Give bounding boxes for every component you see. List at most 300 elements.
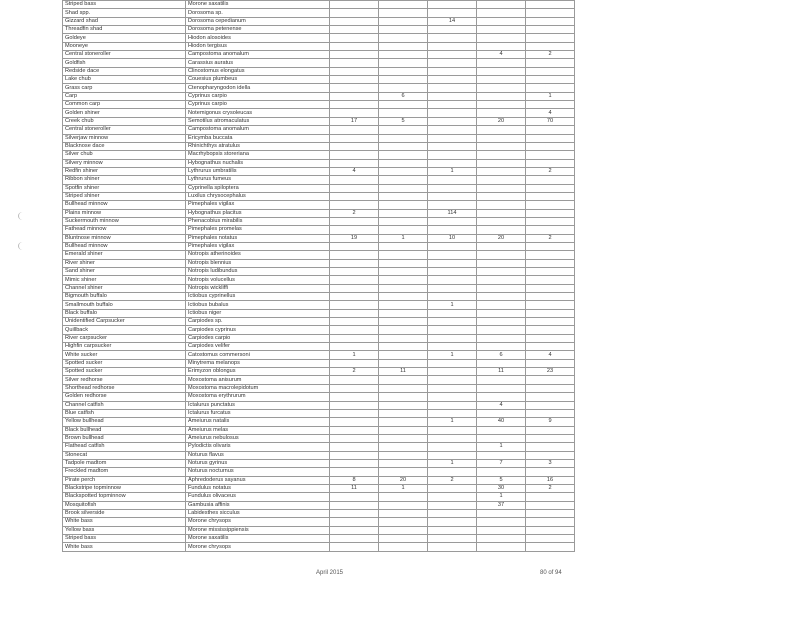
table-row — [63, 76, 575, 84]
common-name-cell: Black bullhead — [63, 426, 186, 434]
count-cell — [526, 201, 575, 209]
count-cell — [477, 259, 526, 267]
count-cell — [526, 242, 575, 250]
count-cell — [526, 426, 575, 434]
count-cell — [477, 526, 526, 534]
table-row — [63, 9, 575, 17]
count-cell — [526, 84, 575, 92]
common-name-cell: Smallmouth buffalo — [63, 301, 186, 309]
count-cell: 11 — [330, 484, 379, 492]
count-cell — [526, 393, 575, 401]
count-cell — [379, 309, 428, 317]
scientific-name-cell: Fundulus olivaceus — [186, 493, 330, 501]
common-name-cell: Blacknose dace — [63, 142, 186, 150]
scientific-name-cell: Couesius plumbeus — [186, 76, 330, 84]
scientific-name-cell: Notropis atherinoides — [186, 251, 330, 259]
count-cell — [428, 535, 477, 543]
scientific-name-cell: Phenacobius mirabilis — [186, 217, 330, 225]
scientific-name-cell: Campostoma anomalum — [186, 126, 330, 134]
count-cell — [379, 509, 428, 517]
scientific-name-cell: Notropis volucellus — [186, 276, 330, 284]
count-cell — [428, 518, 477, 526]
count-cell — [428, 393, 477, 401]
common-name-cell: Silvery minnow — [63, 159, 186, 167]
count-cell — [477, 334, 526, 342]
common-name-cell: Common carp — [63, 101, 186, 109]
count-cell: 20 — [477, 234, 526, 242]
common-name-cell: Goldeye — [63, 34, 186, 42]
count-cell: 4 — [526, 109, 575, 117]
common-name-cell: Ribbon shiner — [63, 176, 186, 184]
count-cell — [526, 76, 575, 84]
count-cell — [428, 251, 477, 259]
count-cell — [379, 459, 428, 467]
count-cell — [526, 501, 575, 509]
count-cell — [477, 343, 526, 351]
table-row — [63, 434, 575, 442]
count-cell — [526, 409, 575, 417]
count-cell — [428, 134, 477, 142]
common-name-cell: Blackspotted topminnow — [63, 493, 186, 501]
count-cell — [428, 451, 477, 459]
table-row — [63, 268, 575, 276]
common-name-cell: Golden redhorse — [63, 393, 186, 401]
common-name-cell: Lake chub — [63, 76, 186, 84]
scientific-name-cell: Aphredoderus sayanus — [186, 476, 330, 484]
scientific-name-cell: Moxostoma erythrurum — [186, 393, 330, 401]
scientific-name-cell: Morone saxatilis — [186, 535, 330, 543]
scientific-name-cell: Ameiurus nebulosus — [186, 434, 330, 442]
count-cell — [526, 276, 575, 284]
count-cell — [526, 343, 575, 351]
count-cell — [330, 59, 379, 67]
scientific-name-cell: Ictiobus niger — [186, 309, 330, 317]
common-name-cell: Sand shiner — [63, 268, 186, 276]
table-row — [63, 509, 575, 517]
common-name-cell: Suckermouth minnow — [63, 217, 186, 225]
common-name-cell: Highfin carpsucker — [63, 343, 186, 351]
count-cell — [379, 42, 428, 50]
common-name-cell: Shorthead redhorse — [63, 384, 186, 392]
scientific-name-cell: Ictalurus punctatus — [186, 401, 330, 409]
count-cell — [379, 443, 428, 451]
count-cell — [526, 151, 575, 159]
common-name-cell: Bullhead minnow — [63, 201, 186, 209]
count-cell — [379, 67, 428, 75]
count-cell — [477, 142, 526, 150]
count-cell — [330, 409, 379, 417]
count-cell — [477, 434, 526, 442]
count-cell — [379, 101, 428, 109]
count-cell — [379, 226, 428, 234]
count-cell — [526, 1, 575, 9]
count-cell: 4 — [526, 351, 575, 359]
count-cell — [428, 92, 477, 100]
scientific-name-cell: Clinostomus elongatus — [186, 67, 330, 75]
scientific-name-cell: Ictiobus bubalus — [186, 301, 330, 309]
count-cell — [428, 309, 477, 317]
table-row — [63, 34, 575, 42]
count-cell — [526, 134, 575, 142]
scientific-name-cell: Moxostoma macrolepidotum — [186, 384, 330, 392]
count-cell — [428, 34, 477, 42]
table-row — [63, 484, 575, 492]
scientific-name-cell: Carpiodes velifer — [186, 343, 330, 351]
table-row — [63, 176, 575, 184]
common-name-cell: Stonecat — [63, 451, 186, 459]
count-cell — [526, 493, 575, 501]
count-cell: 2 — [526, 51, 575, 59]
count-cell — [379, 159, 428, 167]
count-cell — [526, 34, 575, 42]
table-row — [63, 376, 575, 384]
count-cell — [330, 418, 379, 426]
scientific-name-cell: Carpiodes carpio — [186, 334, 330, 342]
table-row — [63, 142, 575, 150]
scientific-name-cell: Pimephales promelas — [186, 226, 330, 234]
table-row — [63, 368, 575, 376]
count-cell — [477, 159, 526, 167]
common-name-cell: Brook silverside — [63, 509, 186, 517]
common-name-cell: Shad spp. — [63, 9, 186, 17]
count-cell: 1 — [428, 459, 477, 467]
common-name-cell: River shiner — [63, 259, 186, 267]
scientific-name-cell: Lythrurus umbratilis — [186, 167, 330, 175]
count-cell: 4 — [477, 51, 526, 59]
count-cell — [428, 434, 477, 442]
count-cell — [526, 468, 575, 476]
count-cell — [428, 259, 477, 267]
table-row — [63, 192, 575, 200]
count-cell — [330, 76, 379, 84]
table-row — [63, 359, 575, 367]
table-row — [63, 1, 575, 9]
count-cell: 8 — [330, 476, 379, 484]
scientific-name-cell: Macrhybopsis storeriana — [186, 151, 330, 159]
count-cell — [477, 268, 526, 276]
scientific-name-cell: Hybognathus placitus — [186, 209, 330, 217]
count-cell: 20 — [379, 476, 428, 484]
count-cell — [477, 518, 526, 526]
count-cell — [379, 1, 428, 9]
scientific-name-cell: Ictiobus cyprinellus — [186, 293, 330, 301]
table-row — [63, 493, 575, 501]
count-cell — [477, 326, 526, 334]
count-cell: 6 — [379, 92, 428, 100]
count-cell — [477, 543, 526, 551]
common-name-cell: Central stoneroller — [63, 126, 186, 134]
count-cell — [330, 259, 379, 267]
common-name-cell: Quillback — [63, 326, 186, 334]
count-cell — [379, 426, 428, 434]
count-cell — [330, 343, 379, 351]
common-name-cell: Spotted sucker — [63, 368, 186, 376]
count-cell — [428, 543, 477, 551]
count-cell — [526, 259, 575, 267]
table-row — [63, 501, 575, 509]
scientific-name-cell: Ctenopharyngodon idella — [186, 84, 330, 92]
count-cell — [428, 192, 477, 200]
scientific-name-cell: Cyprinus carpio — [186, 92, 330, 100]
common-name-cell: Bluntnose minnow — [63, 234, 186, 242]
count-cell — [526, 126, 575, 134]
count-cell — [379, 418, 428, 426]
count-cell — [428, 484, 477, 492]
count-cell — [526, 101, 575, 109]
count-cell — [428, 184, 477, 192]
count-cell — [477, 359, 526, 367]
table-row — [63, 459, 575, 467]
count-cell: 3 — [526, 459, 575, 467]
count-cell — [526, 42, 575, 50]
count-cell — [379, 268, 428, 276]
scientific-name-cell: Gambusia affinis — [186, 501, 330, 509]
scientific-name-cell: Notropis ludibundus — [186, 268, 330, 276]
common-name-cell: Creek chub — [63, 117, 186, 125]
count-cell — [477, 92, 526, 100]
count-cell — [428, 501, 477, 509]
count-cell — [379, 451, 428, 459]
count-cell — [526, 434, 575, 442]
scientific-name-cell: Rhinichthys atratulus — [186, 142, 330, 150]
count-cell — [477, 34, 526, 42]
count-cell — [477, 84, 526, 92]
count-cell — [379, 468, 428, 476]
scientific-name-cell: Labidesthes sicculus — [186, 509, 330, 517]
common-name-cell: Grass carp — [63, 84, 186, 92]
common-name-cell: White sucker — [63, 351, 186, 359]
scientific-name-cell: Erimyzon oblongus — [186, 368, 330, 376]
count-cell — [526, 251, 575, 259]
table-row — [63, 92, 575, 100]
common-name-cell: Channel catfish — [63, 401, 186, 409]
count-cell — [379, 59, 428, 67]
count-cell: 1 — [428, 418, 477, 426]
count-cell — [379, 359, 428, 367]
count-cell — [526, 543, 575, 551]
table-row — [63, 443, 575, 451]
count-cell — [428, 409, 477, 417]
count-cell — [477, 426, 526, 434]
common-name-cell: Mooneye — [63, 42, 186, 50]
count-cell: 40 — [477, 418, 526, 426]
scientific-name-cell: Ictalurus furcatus — [186, 409, 330, 417]
count-cell — [330, 443, 379, 451]
count-cell — [330, 318, 379, 326]
table-row — [63, 59, 575, 67]
count-cell — [330, 393, 379, 401]
count-cell — [379, 34, 428, 42]
count-cell — [428, 326, 477, 334]
count-cell — [330, 17, 379, 25]
count-cell: 19 — [330, 234, 379, 242]
count-cell — [330, 268, 379, 276]
count-cell — [379, 251, 428, 259]
count-cell — [428, 101, 477, 109]
count-cell — [526, 9, 575, 17]
scientific-name-cell: Luxilus chrysocephalus — [186, 192, 330, 200]
count-cell — [428, 109, 477, 117]
count-cell — [526, 17, 575, 25]
count-cell — [379, 343, 428, 351]
scientific-name-cell: Lythrurus fumeus — [186, 176, 330, 184]
common-name-cell: Black buffalo — [63, 309, 186, 317]
count-cell: 2 — [330, 209, 379, 217]
count-cell — [526, 535, 575, 543]
scientific-name-cell: Dorosoma cepedianum — [186, 17, 330, 25]
count-cell — [428, 426, 477, 434]
scientific-name-cell: Morone chrysops — [186, 518, 330, 526]
scientific-name-cell: Ameiurus melas — [186, 426, 330, 434]
count-cell: 17 — [330, 117, 379, 125]
table-row — [63, 101, 575, 109]
table-row — [63, 526, 575, 534]
common-name-cell: Flathead catfish — [63, 443, 186, 451]
count-cell — [330, 126, 379, 134]
table-row — [63, 418, 575, 426]
count-cell — [428, 76, 477, 84]
count-cell — [428, 443, 477, 451]
count-cell — [477, 209, 526, 217]
count-cell — [330, 384, 379, 392]
count-cell — [526, 443, 575, 451]
count-cell: 11 — [477, 368, 526, 376]
count-cell — [428, 368, 477, 376]
scientific-name-cell: Hybognathus nuchalis — [186, 159, 330, 167]
table-row — [63, 426, 575, 434]
count-cell — [526, 334, 575, 342]
count-cell — [379, 109, 428, 117]
scientific-name-cell: Noturus flavus — [186, 451, 330, 459]
count-cell — [477, 167, 526, 175]
count-cell — [330, 526, 379, 534]
count-cell — [477, 226, 526, 234]
count-cell — [526, 318, 575, 326]
table-row — [63, 409, 575, 417]
table-row — [63, 351, 575, 359]
count-cell — [330, 509, 379, 517]
count-cell: 1 — [428, 301, 477, 309]
common-name-cell: Yellow bass — [63, 526, 186, 534]
common-name-cell: Silver chub — [63, 151, 186, 159]
count-cell — [477, 192, 526, 200]
table-row — [63, 209, 575, 217]
count-cell — [379, 401, 428, 409]
table-row — [63, 134, 575, 142]
count-cell — [330, 184, 379, 192]
count-cell — [477, 67, 526, 75]
count-cell — [526, 184, 575, 192]
count-cell — [526, 217, 575, 225]
count-cell: 14 — [428, 17, 477, 25]
table-row — [63, 201, 575, 209]
common-name-cell: Mosquitofish — [63, 501, 186, 509]
count-cell — [477, 42, 526, 50]
count-cell — [428, 284, 477, 292]
scientific-name-cell: Campostoma anomalum — [186, 51, 330, 59]
count-cell — [428, 126, 477, 134]
count-cell — [330, 376, 379, 384]
count-cell — [330, 426, 379, 434]
count-cell — [330, 92, 379, 100]
common-name-cell: Redfin shiner — [63, 167, 186, 175]
hole-punch-mark — [18, 242, 27, 250]
count-cell — [477, 276, 526, 284]
footer-page-number: 80 of 94 — [540, 570, 562, 576]
count-cell — [379, 493, 428, 501]
count-cell — [477, 318, 526, 326]
count-cell — [330, 201, 379, 209]
count-cell — [330, 276, 379, 284]
count-cell — [477, 376, 526, 384]
count-cell — [526, 284, 575, 292]
count-cell — [477, 176, 526, 184]
scientific-name-cell: Pylodictis olivaris — [186, 443, 330, 451]
count-cell — [379, 126, 428, 134]
species-table-container — [62, 0, 574, 552]
table-row — [63, 26, 575, 34]
table-row — [63, 109, 575, 117]
common-name-cell: White bass — [63, 518, 186, 526]
scientific-name-cell: Carpiodes sp. — [186, 318, 330, 326]
count-cell — [379, 176, 428, 184]
common-name-cell: Brown bullhead — [63, 434, 186, 442]
count-cell — [379, 376, 428, 384]
common-name-cell: Redside dace — [63, 67, 186, 75]
count-cell — [477, 242, 526, 250]
common-name-cell: Emerald shiner — [63, 251, 186, 259]
count-cell: 23 — [526, 368, 575, 376]
count-cell — [428, 343, 477, 351]
table-row — [63, 42, 575, 50]
count-cell — [526, 209, 575, 217]
count-cell — [428, 359, 477, 367]
count-cell — [428, 42, 477, 50]
count-cell: 2 — [526, 484, 575, 492]
scientific-name-cell: Pimephales vigilax — [186, 201, 330, 209]
count-cell — [330, 401, 379, 409]
count-cell — [330, 84, 379, 92]
count-cell — [379, 543, 428, 551]
count-cell — [379, 326, 428, 334]
count-cell: 2 — [526, 234, 575, 242]
common-name-cell: Central stoneroller — [63, 51, 186, 59]
common-name-cell: Striped bass — [63, 1, 186, 9]
count-cell — [330, 284, 379, 292]
table-row — [63, 334, 575, 342]
count-cell — [379, 384, 428, 392]
table-row — [63, 301, 575, 309]
table-row — [63, 151, 575, 159]
count-cell — [330, 518, 379, 526]
count-cell — [428, 84, 477, 92]
count-cell — [330, 151, 379, 159]
count-cell — [428, 51, 477, 59]
count-cell: 9 — [526, 418, 575, 426]
table-row — [63, 343, 575, 351]
count-cell — [428, 1, 477, 9]
common-name-cell: Goldfish — [63, 59, 186, 67]
count-cell — [428, 151, 477, 159]
count-cell: 70 — [526, 117, 575, 125]
table-row — [63, 51, 575, 59]
common-name-cell: Striped shiner — [63, 192, 186, 200]
count-cell — [379, 192, 428, 200]
common-name-cell: Carp — [63, 92, 186, 100]
scientific-name-cell: Morone mississippiensis — [186, 526, 330, 534]
count-cell — [379, 134, 428, 142]
table-row — [63, 518, 575, 526]
